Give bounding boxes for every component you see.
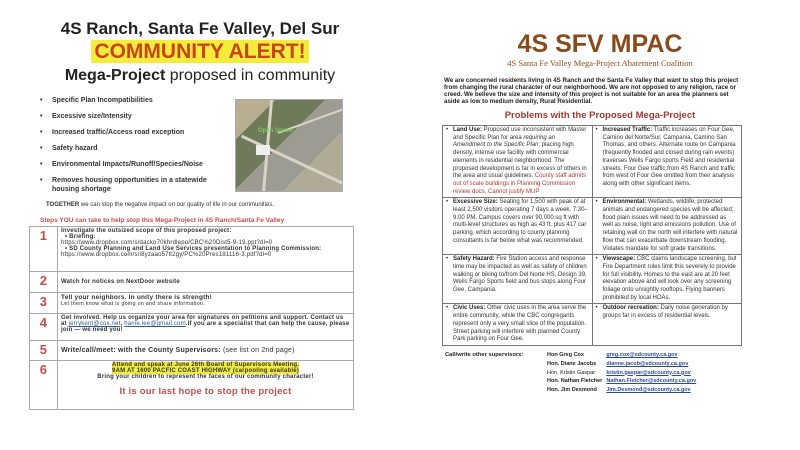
problem-title: Environmental: xyxy=(602,199,647,206)
steps-heading: Steps YOU can take to help stop this Mega-Project in 4S Ranch/Santa Fe Valley xyxy=(40,217,285,224)
together-rest: we can stop the negative impact on our quality of life in our communities. xyxy=(79,202,275,208)
last-hope-text: It is our last hope to stop the project xyxy=(119,386,292,397)
steps-table xyxy=(29,226,354,410)
supervisor-email-link[interactable]: Jim.Desmond@sdcounty.ca.gov xyxy=(606,387,691,394)
mega-rest: proposed in community xyxy=(165,67,336,84)
table-row xyxy=(443,255,742,304)
mega-project-heading xyxy=(0,66,400,86)
supervisor-email-link[interactable]: kristin.gaspar@sdcounty.ca.gov xyxy=(606,369,691,376)
supervisor-email-link[interactable]: dianne.jacob@sdcounty.ca.gov xyxy=(606,360,689,367)
step-bullet: • Briefing: xyxy=(65,234,96,240)
list-item: • Excessive size/Intensity xyxy=(40,112,230,128)
supervisor-name: Hon. Kristin Gaspar: xyxy=(547,369,597,376)
meeting-line: Attend and speak at June 26th Board of Supervisors Meeting. xyxy=(111,362,300,368)
problem-text: ; placing high density, intense use facility with commercial elements in residential neighborhood. The proposed development is far in excess of others in the area and usual guidelines. xyxy=(453,142,587,180)
problem-cell xyxy=(443,198,593,255)
problem-text: Fire Station access and response time may be impacted as well as safety of children walking or biking to/from Del Norte HS, Design 39, Wells Fargo Sports field and bus stops along Four Gee, Campania. xyxy=(453,256,587,294)
step-content xyxy=(58,293,354,314)
table-row xyxy=(30,293,354,314)
coalition-title: 4S SFV MPAC xyxy=(517,30,683,58)
table-row xyxy=(443,126,742,198)
table-row xyxy=(443,304,742,346)
problem-text: Daily noise generation by groups far in excess of residential levels. xyxy=(602,305,728,320)
briefing-link[interactable]: https://www.dropbox.com/s/dacko70khrdlepo/CBC%20Dist5-9-19.ppt?dl=0 xyxy=(61,240,273,246)
step-number: 6 xyxy=(30,361,58,410)
separator: , xyxy=(120,321,125,327)
supervisor-name: Hon. Jim Desmond xyxy=(547,387,597,394)
step-title: Write/call/meet: with the County Supervisors: xyxy=(61,347,221,354)
table-row xyxy=(547,351,700,360)
problem-italic: requiring an Amendment to the Specific Plan xyxy=(453,134,556,149)
step-content xyxy=(58,361,354,410)
coalition-subtitle: 4S Santa Fe Valley Mega-Project Abatement Coalition xyxy=(507,58,693,68)
together-line xyxy=(46,201,400,209)
alert-text: COMMUNITY ALERT! xyxy=(91,40,308,63)
problems-table xyxy=(442,125,742,346)
table-row xyxy=(30,341,354,361)
step-title: Get involved. xyxy=(61,315,102,321)
table-row xyxy=(547,360,700,369)
problem-cell xyxy=(443,126,593,198)
problem-title: Viewscape: xyxy=(602,256,636,263)
supervisor-name: Hon Greg Cox xyxy=(547,351,584,358)
problem-title: Safety Hazard: xyxy=(453,256,495,263)
map-label: Open Space xyxy=(258,128,293,134)
step-content xyxy=(58,314,354,341)
step-number: 4 xyxy=(30,314,58,341)
step-number: 1 xyxy=(30,227,58,272)
email-link[interactable]: jerrykent@cox.net xyxy=(68,321,121,327)
supervisor-name: Hon. Diane Jacobs xyxy=(547,360,597,367)
step-sub: (see list on 2nd page) xyxy=(220,347,295,354)
table-row xyxy=(30,361,354,410)
table-row xyxy=(30,272,354,293)
table-row xyxy=(547,377,700,386)
step-number: 3 xyxy=(30,293,58,314)
supervisors-list xyxy=(547,351,700,395)
left-title: 4S Ranch, Santa Fe Valley, Del Sur xyxy=(60,19,340,38)
supervisor-email-link[interactable]: Nathan.Fletcher@sdcounty.ca.gov xyxy=(606,378,697,385)
right-page xyxy=(400,30,800,395)
problem-title: Land Use: xyxy=(453,127,483,133)
problem-cell xyxy=(592,198,742,255)
problem-text: Wetlands, wildlife, protected animals and endangered species will be affected; flood plain issues will need to be addressed as well as noise, light and emissions pollution. Use of retaining wall on the north will interfere with natural flow that can exacerbate downstream flooding. Violates mandate for soft grade transitions. xyxy=(602,199,738,252)
mega-bold: Mega-Project xyxy=(64,67,166,84)
supervisor-email-link[interactable]: greg.cox@sdcounty.ca.gov xyxy=(606,351,678,358)
community-alert-heading xyxy=(0,39,400,66)
problem-cell xyxy=(443,304,593,346)
email-link[interactable]: hanie.lee@gmail.com xyxy=(124,321,186,327)
problem-title: Excessive Size: xyxy=(453,199,498,206)
problem-text: Seating for 1,500 with peak of at least 2,500 visitors operating 7 days a week, 7:30–9:00 PM. Campus covers over 90,000 sq ft with multi-level structures as high as 43 ft. plus 417 car parking, which according to county planning consultants is far below what was recommended. xyxy=(453,199,588,244)
table-row xyxy=(547,386,700,395)
step-title: Watch for notices on NextDoor website xyxy=(58,272,354,293)
problem-text: Other civic uses in the area serve the entire community, while the CBC congregants represent only a very small slice of the population. Street parking will interfere with planned County Park parking on Four Gee. xyxy=(453,305,587,343)
problem-cell xyxy=(592,126,742,198)
step-number: 5 xyxy=(30,341,58,361)
step-content xyxy=(58,227,354,272)
problem-text: CBC claims landscape screening, but Fire Department rules limit this severely to provide for full visibility. Homes to the east are at 20 feet elevation above and will look over any screening foliage onto unsightly rooftops. Flying banners prohibited by local HOAs. xyxy=(602,256,737,301)
address-line: 9AM AT 1600 PACFIC COAST HIGHWAY (carpooling available) xyxy=(112,368,299,374)
problem-text: Proposed use inconsistent with Master and Specific Plan for area xyxy=(453,127,587,141)
step-text: Help us organize your area for signatures on petitions and support. Contact us at xyxy=(61,315,344,327)
left-page xyxy=(0,19,400,410)
aerial-map-image xyxy=(235,99,343,192)
presentation-link[interactable]: https://www.dropbox.com/s/i8yzaao57lt2gy/PC%20Pres181116-3.pdf?dl=0 xyxy=(61,252,272,258)
step-title: Investigate the outsized scope of this proposed project: xyxy=(61,228,232,234)
table-row xyxy=(30,227,354,272)
list-item: • Removes housing opportunities in a statewide housing shortage xyxy=(40,176,230,194)
issue-list xyxy=(40,96,230,194)
list-item: • Specific Plan Incompatibilities xyxy=(40,96,230,112)
problem-cell xyxy=(592,255,742,304)
issues-section xyxy=(0,96,400,201)
together-bold: TOGETHER xyxy=(46,202,80,208)
problem-title: Civic Uses: xyxy=(453,305,486,312)
step-content xyxy=(58,341,354,361)
list-item: • Environmental Impacts/Runoff/Species/Noise xyxy=(40,160,230,176)
table-row xyxy=(443,198,742,255)
step-text: .If you are a specialist that can help the cause, please join — we need you! xyxy=(61,321,350,333)
step-bullet: • SD County Planning and Land Use Services presentation to Planning Commission: xyxy=(65,246,322,252)
supervisors-label: Call/write other supervisors: xyxy=(445,351,524,358)
table-row xyxy=(547,369,700,378)
problem-text: Traffic increases on Four Gee, Camino del Norte/Sur, Campania, Camino San Thomas, and others. Alternate route on Campania (frequently flooded and closed during rain events) traverses Wells Fargo sports Field and residential streets. Four Gee traffic from 4S Ranch and traffic from west of Four Gee omitted from their analysis along with other significant items. xyxy=(602,127,736,187)
intro-paragraph: We are concerned residents living in 4S Ranch and the Santa Fe Valley that want to stop this project from changing the rural character of our neighborhood. We are not opposed to any religion, race or creed. We believe the size and intensity of this project is not suitable for an area the planners set aside as low to medium density, Rural Residential. xyxy=(444,77,739,105)
problem-highlight: County staff admits out of scale buildings in Planning Commission review docs. Cannot justify MUP xyxy=(453,173,586,195)
step-number: 2 xyxy=(30,272,58,293)
step-sub: Let them know what is going on and share information. xyxy=(61,301,205,307)
supervisor-name: Hon. Nathan Fletcher xyxy=(547,378,603,385)
supervisors-section xyxy=(445,351,800,395)
problem-title: Increased Traffic: xyxy=(602,127,653,133)
problems-heading: Problems with the Proposed Mega-Project xyxy=(504,110,696,121)
problem-cell xyxy=(443,255,593,304)
children-line: Bring your children to represent the faces of our community character! xyxy=(97,374,314,380)
problem-title: Outdoor recreation: xyxy=(602,305,659,312)
step-title: Tell your neighbors. In unity there is strength! xyxy=(61,294,213,301)
list-item: • Increased traffic/Access road exception xyxy=(40,128,230,144)
table-row xyxy=(30,314,354,341)
list-item: • Safety hazard xyxy=(40,144,230,160)
problem-cell xyxy=(592,304,742,346)
